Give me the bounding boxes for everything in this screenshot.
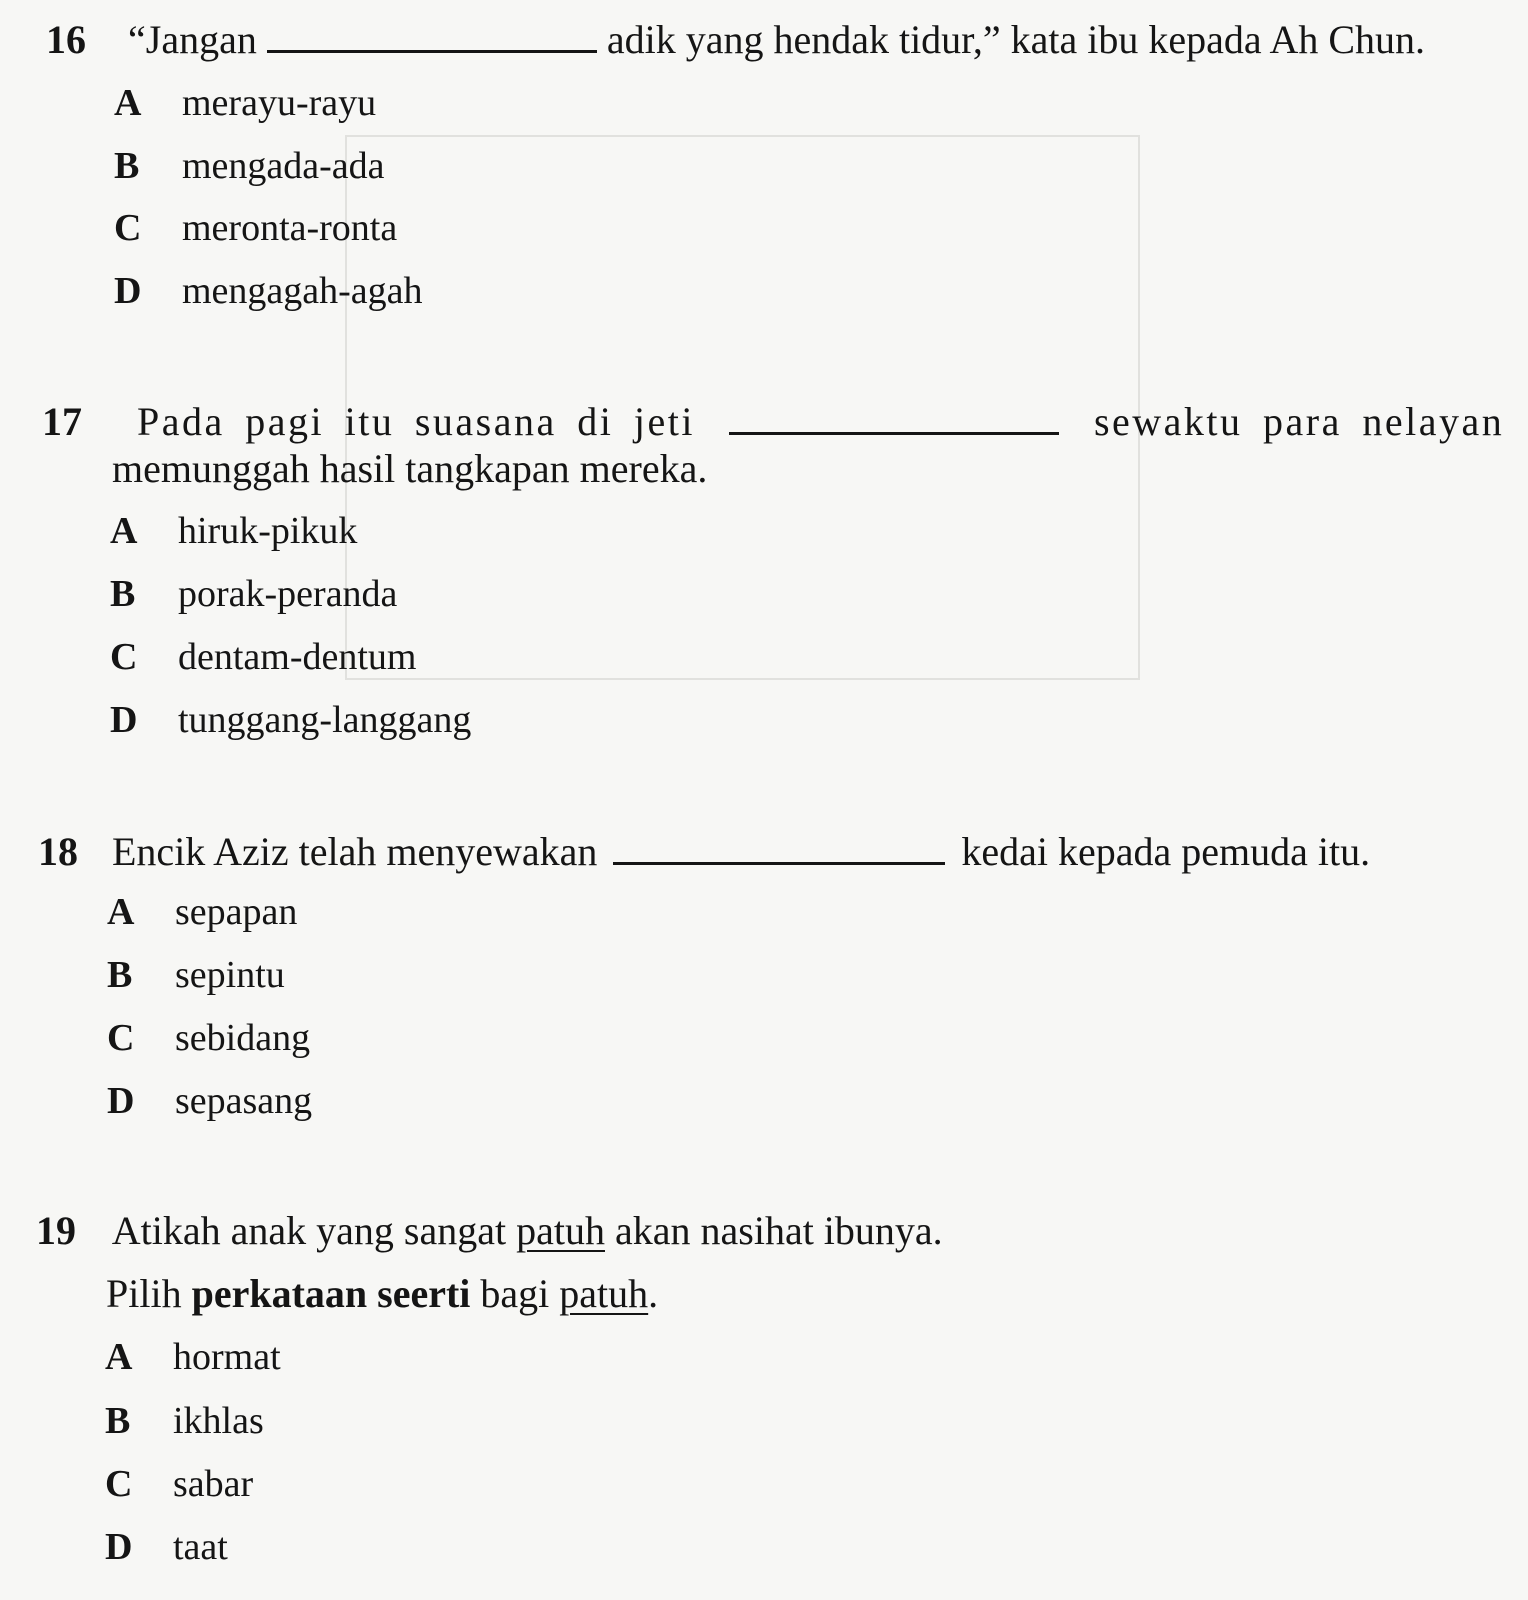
- option-c[interactable]: [107, 1019, 310, 1057]
- option-letter: D: [114, 270, 142, 312]
- option-text: hiruk-pikuk: [178, 510, 358, 552]
- instruction-after: .: [648, 1271, 659, 1316]
- option-letter: C: [110, 636, 138, 678]
- answer-blank: [267, 49, 597, 53]
- stem-text-after: kedai kepada pemuda itu.: [961, 829, 1371, 874]
- option-text: mengagah-agah: [182, 270, 423, 312]
- option-letter: B: [114, 145, 140, 187]
- option-letter: C: [114, 207, 142, 249]
- stem-text-before: Atikah anak yang sangat: [111, 1208, 507, 1253]
- question-number: 18: [38, 829, 78, 874]
- option-letter: A: [114, 82, 142, 124]
- option-d[interactable]: [107, 1082, 312, 1120]
- question-stem: [38, 829, 1371, 874]
- option-text: mengada-ada: [182, 145, 385, 187]
- option-text: ikhlas: [173, 1400, 264, 1442]
- option-c[interactable]: [114, 209, 397, 247]
- question-stem: [42, 399, 1505, 444]
- option-b[interactable]: [107, 956, 285, 994]
- option-b[interactable]: [110, 575, 397, 613]
- option-c[interactable]: [105, 1465, 253, 1503]
- stem-text-after: akan nasihat ibunya.: [615, 1208, 943, 1253]
- stem-text-before: Encik Aziz telah menyewakan: [112, 829, 598, 874]
- option-text: dentam-dentum: [178, 636, 417, 678]
- option-text: sepapan: [175, 891, 298, 933]
- instruction-bold: perkataan seerti: [191, 1271, 471, 1316]
- option-letter: B: [110, 573, 136, 615]
- stem-text-before: Pada pagi itu suasana di jeti: [137, 399, 695, 444]
- option-text: sepintu: [175, 954, 285, 996]
- option-text: hormat: [173, 1336, 281, 1378]
- question-number: 19: [36, 1208, 76, 1253]
- option-letter: D: [105, 1526, 133, 1568]
- instruction-before: Pilih: [106, 1271, 182, 1316]
- stem-text-before: “Jangan: [128, 17, 257, 62]
- stem-text-after: adik yang hendak tidur,” kata ibu kepada Ah Chun.: [606, 17, 1426, 62]
- option-text: sepasang: [175, 1080, 313, 1122]
- underlined-word: patuh: [559, 1271, 649, 1316]
- option-letter: B: [107, 954, 133, 996]
- option-text: merayu-rayu: [182, 82, 377, 124]
- option-a[interactable]: [110, 512, 357, 550]
- option-text: porak-peranda: [178, 573, 398, 615]
- option-letter: A: [110, 510, 138, 552]
- option-letter: D: [110, 699, 138, 741]
- option-d[interactable]: [110, 701, 471, 739]
- option-text: tunggang-langgang: [178, 699, 472, 741]
- underlined-word: patuh: [516, 1208, 605, 1253]
- option-text: meronta-ronta: [182, 207, 398, 249]
- option-letter: C: [105, 1463, 133, 1505]
- question-stem: [46, 17, 1426, 62]
- option-c[interactable]: [110, 638, 416, 676]
- option-letter: B: [105, 1400, 131, 1442]
- option-letter: C: [107, 1017, 135, 1059]
- option-letter: A: [105, 1336, 133, 1378]
- option-b[interactable]: [105, 1402, 264, 1440]
- option-d[interactable]: [114, 272, 423, 310]
- option-text: sabar: [173, 1463, 254, 1505]
- stem-text-after: sewaktu para nelayan: [1093, 399, 1505, 444]
- option-letter: D: [107, 1080, 135, 1122]
- instruction-mid: bagi: [480, 1271, 550, 1316]
- question-number: 17: [42, 399, 82, 444]
- option-b[interactable]: [114, 147, 385, 185]
- option-letter: A: [107, 891, 135, 933]
- answer-blank: [613, 861, 945, 865]
- option-d[interactable]: [105, 1528, 228, 1566]
- answer-blank: [729, 431, 1059, 435]
- option-text: taat: [173, 1526, 228, 1568]
- option-text: sebidang: [175, 1017, 311, 1059]
- option-a[interactable]: [107, 893, 297, 931]
- instruction-line: [106, 1271, 659, 1316]
- option-a[interactable]: [114, 84, 376, 122]
- stem-line-2: memunggah hasil tangkapan mereka.: [112, 446, 708, 491]
- option-a[interactable]: [105, 1338, 281, 1376]
- question-number: 16: [46, 17, 86, 62]
- question-stem: [36, 1208, 943, 1253]
